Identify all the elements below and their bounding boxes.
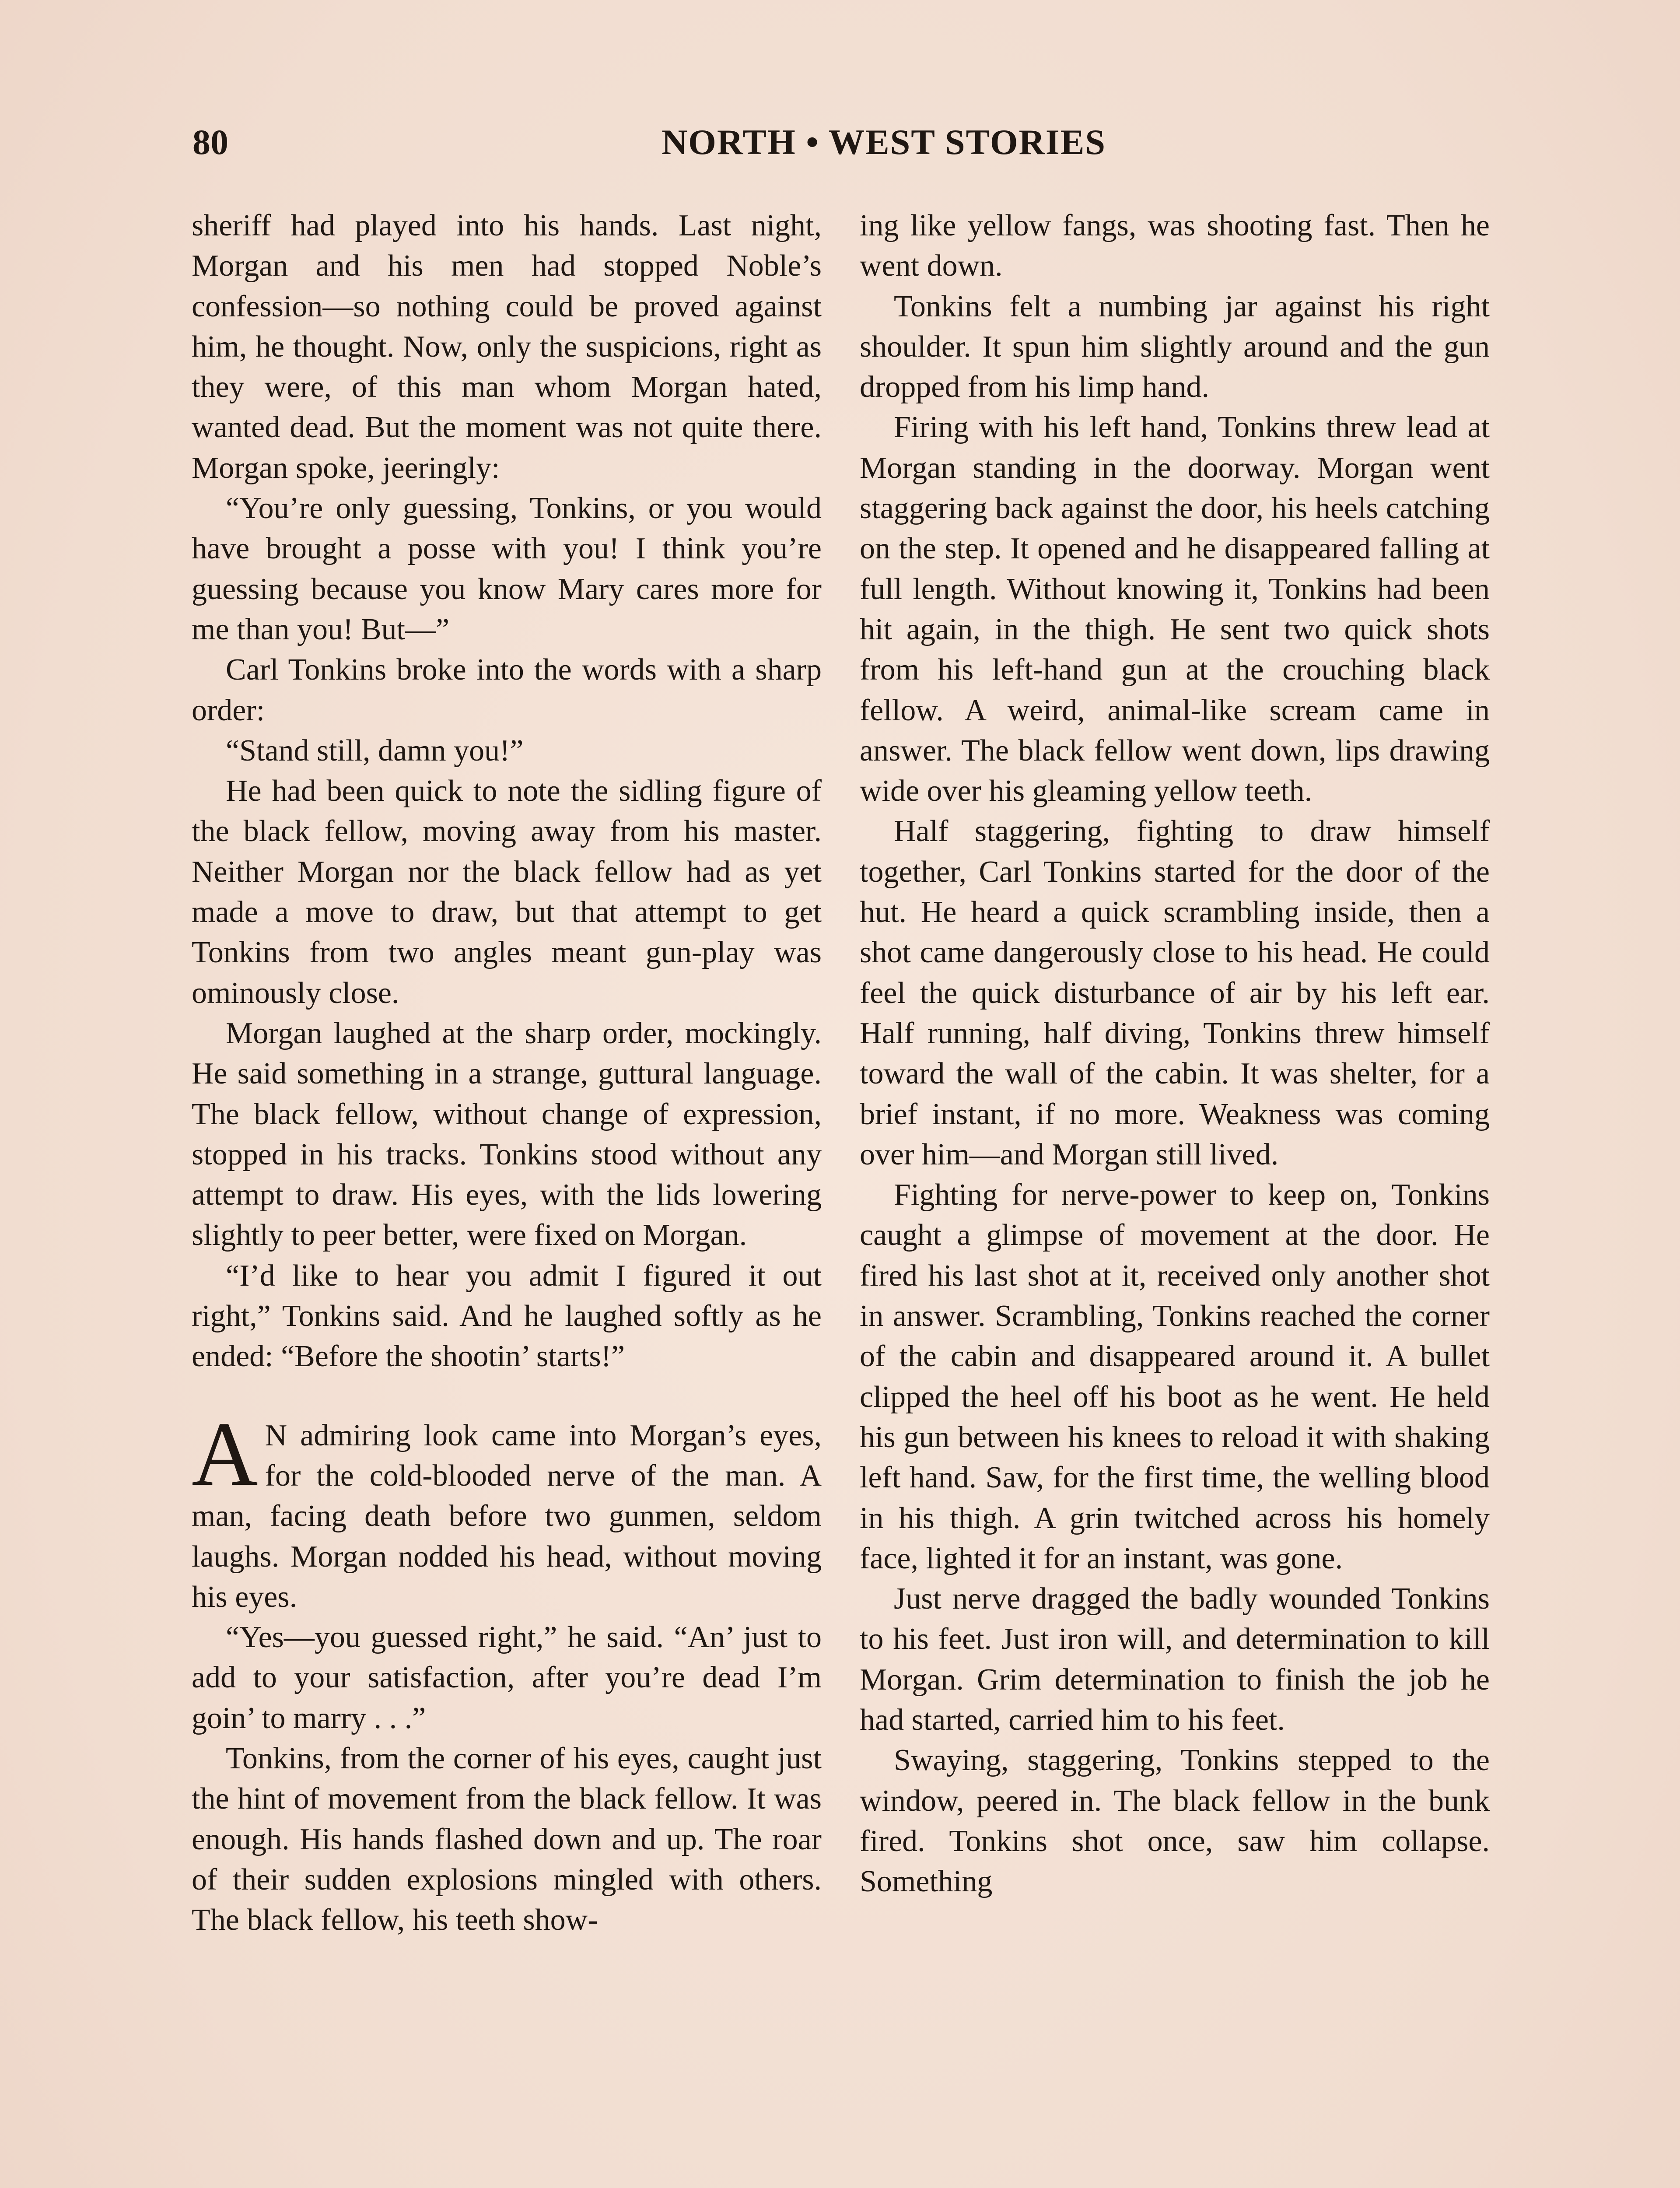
paragraph: ing like yellow fangs, was shooting fast. Then he went down. [860,209,1490,283]
paragraph: “Stand still, damn you!” [226,733,524,768]
left-column [192,206,822,1940]
paragraph: He had been quick to note the sidling figure of the black fellow, moving away from his master. Neither Morgan nor the black fellow had as yet made a move to draw, but that attempt to get Tonkins from two angles meant gun-play was ominously close. [192,774,822,1010]
paragraph-text: N admiring look came into Morgan’s eyes, for the cold-blooded nerve of the man. A man, facing death before two gunmen, seldom laughs. Morgan nodded his head, without moving his eyes. [192,1418,822,1614]
page-number: 80 [192,122,228,162]
paragraph: Firing with his left hand, Tonkins threw lead at Morgan standing in the doorway. Morgan went staggering back against the door, his heels catching on the step. It opened and he disappeared falling at full length. Without knowing it, Tonkins had been hit again, in the thigh. He sent two quick shots from his left-hand gun at the crouching black fellow. A weird, animal-like scream came in answer. The black fellow went down, lips drawing wide over his gleaming yellow teeth. [860,410,1490,808]
paragraph: Half staggering, fighting to draw himself together, Carl Tonkins started for the door of the hut. He heard a quick scrambling inside, then a shot came dangerously close to his head. He could feel the quick disturbance of air by his left ear. Half running, half diving, Tonkins threw himself toward the wall of the cabin. It was shelter, for a brief instant, if no more. Weakness was coming over him—and Morgan still lived. [860,814,1490,1171]
paragraph: “I’d like to hear you admit I figured it out right,” Tonkins said. And he laughed softly as he ended: “Before the shootin’ starts!” [192,1259,822,1374]
running-head: NORTH • WEST STORIES [661,122,1106,162]
paragraph: “Yes—you guessed right,” he said. “An’ just to add to your satisfaction, after you’re dead I’m goin’ to marry . . .” [192,1620,822,1735]
drop-cap: A [192,1403,258,1505]
paragraph: Fighting for nerve-power to keep on, Tonkins caught a glimpse of movement at the door. He fired his last shot at it, received only another shot in answer. Scrambling, Tonkins reached the corner of the cabin and disappeared around it. A bullet clipped the heel off his boot as he went. He held his gun between his knees to reload it with shaking left hand. Saw, for the first time, the welling blood in his thigh. A grin twitched across his homely face, lighted it for an instant, was gone. [860,1178,1490,1575]
paragraph: Just nerve dragged the badly wounded Tonkins to his feet. Just iron will, and determination to kill Morgan. Grim determination to finish the job he had started, carried him to his feet. [860,1582,1490,1737]
paragraph: Swaying, staggering, Tonkins stepped to the window, peered in. The black fellow in the bunk fired. Tonkins shot once, saw him collapse. Something [860,1743,1490,1899]
section-opening-paragraph [192,1403,822,1617]
paragraph: Carl Tonkins broke into the words with a sharp order: [192,653,822,727]
paragraph: “You’re only guessing, Tonkins, or you would have brought a posse with you! I think you’re guessing because you know Mary cares more for me than you! But—” [192,491,822,646]
paragraph: Morgan laughed at the sharp order, mockingly. He said something in a strange, guttural language. The black fellow, without change of expression, stopped in his tracks. Tonkins stood without any attempt to draw. His eyes, with the lids lowering slightly to peer better, were fixed on Morgan. [192,1016,822,1252]
paragraph: sheriff had played into his hands. Last night, Morgan and his men had stopped Noble’s confession—so nothing could be proved against him, he thought. Now, only the suspicions, right as they were, of this man whom Morgan hated, wanted dead. But the moment was not quite there. Morgan spoke, jeeringly: [192,209,822,485]
page-header [192,118,1505,171]
right-column [860,206,1490,1902]
paragraph: Tonkins, from the corner of his eyes, caught just the hint of movement from the black fellow. It was enough. His hands flashed down and up. The roar of their sudden explosions mingled with others. The black fellow, his teeth show- [192,1741,822,1937]
paragraph: Tonkins felt a numbing jar against his right shoulder. It spun him slightly around and the gun dropped from his limp hand. [860,289,1490,404]
